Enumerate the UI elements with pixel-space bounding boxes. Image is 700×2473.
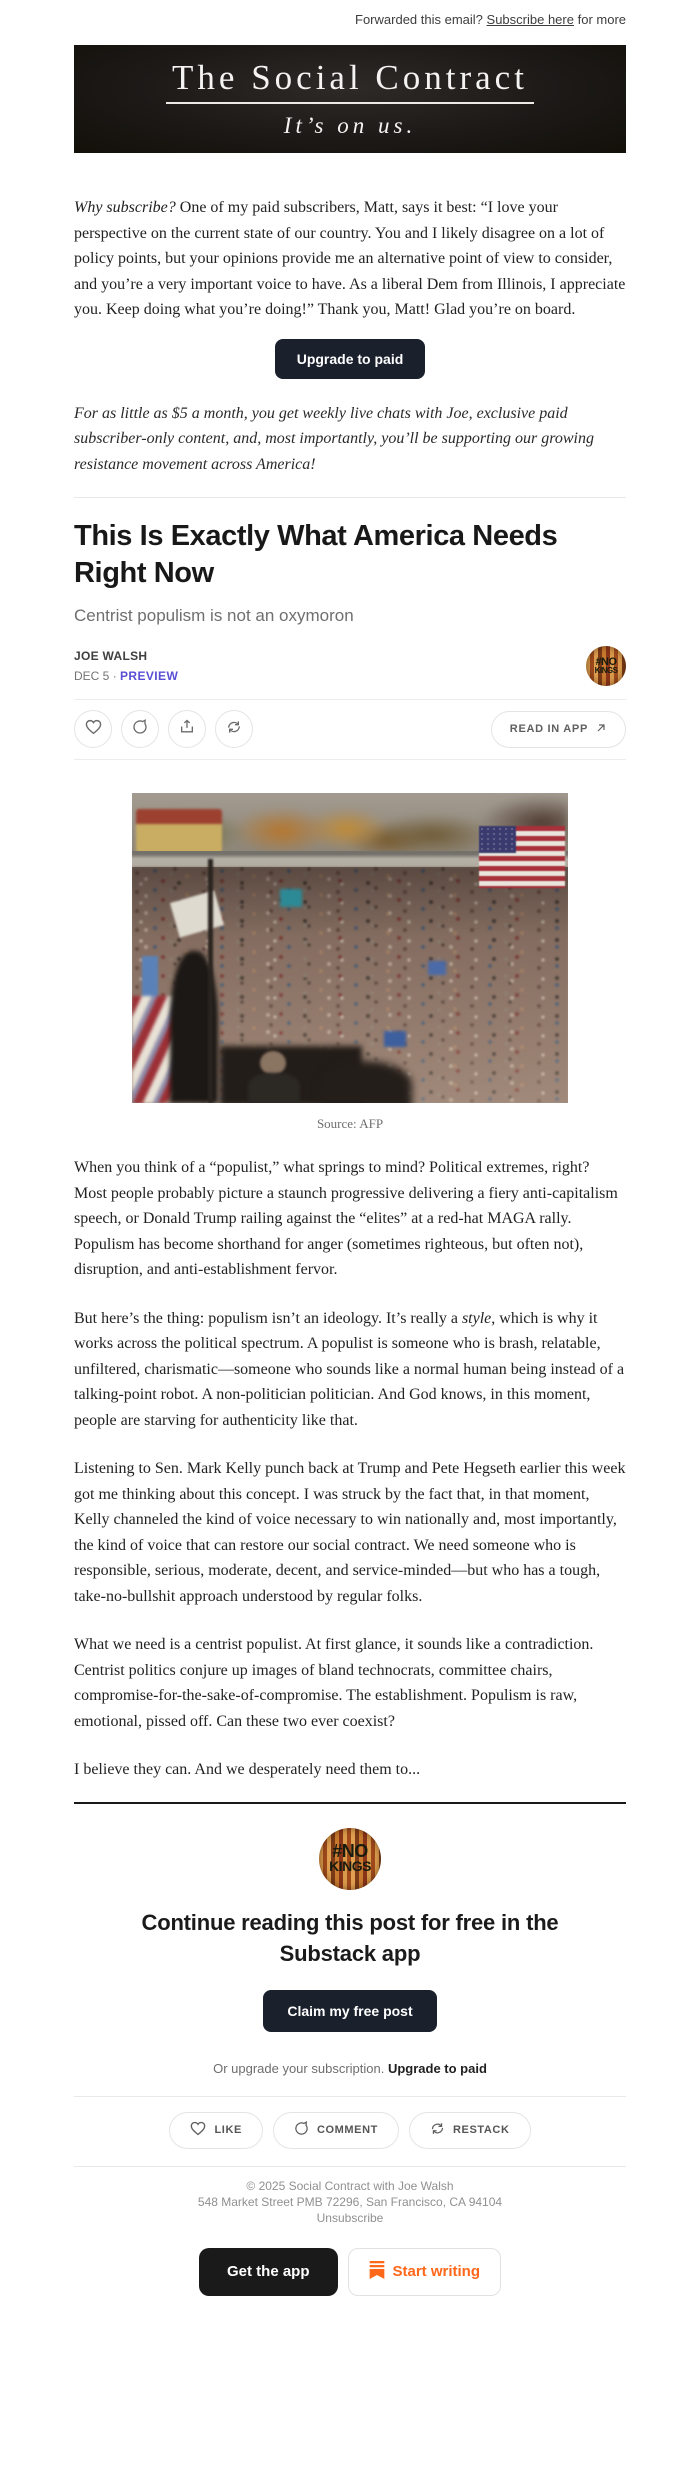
photo-dark-blob xyxy=(320,1061,412,1103)
photo-teal-sign xyxy=(280,889,302,907)
body-paragraph-2 xyxy=(74,1306,626,1434)
body-paragraph-5: I believe they can. And we desperately need them to... xyxy=(74,1761,421,1778)
comment-pill-button[interactable] xyxy=(273,2112,399,2149)
restack-button[interactable] xyxy=(215,710,253,748)
divider xyxy=(74,759,626,760)
byline-row xyxy=(74,644,626,688)
photo-us-flag xyxy=(479,826,565,888)
like-button[interactable] xyxy=(74,710,112,748)
comment-label: COMMENT xyxy=(316,2124,378,2136)
like-pill-button[interactable] xyxy=(169,2112,262,2149)
publication-tagline: It’s on us. xyxy=(283,112,417,138)
p2-italic: style xyxy=(461,1309,492,1327)
photo-man-head xyxy=(260,1051,286,1075)
logo-line1: #NO xyxy=(332,1841,368,1862)
photo-blue-sign xyxy=(142,956,158,1000)
comment-icon xyxy=(294,2121,309,2139)
comment-icon xyxy=(132,719,148,740)
p2-before: But here’s the thing: populism isn’t an ideology. It’s really a xyxy=(74,1309,462,1327)
avatar[interactable] xyxy=(586,646,626,686)
forwarded-text: Forwarded this email? xyxy=(355,12,483,27)
restack-icon xyxy=(430,2121,445,2139)
post-subtitle: Centrist populism is not an oxymoron xyxy=(74,606,354,625)
post-date: DEC 5 xyxy=(74,669,110,683)
footer-copyright: © 2025 Social Contract with Joe Walsh xyxy=(246,2178,454,2193)
byline-info xyxy=(74,649,178,683)
substack-logo-icon xyxy=(369,2261,385,2283)
photo-man-body xyxy=(248,1073,300,1103)
post-title[interactable]: This Is Exactly What America Needs Right Now xyxy=(74,520,558,589)
heart-icon xyxy=(85,719,102,740)
forwarded-header xyxy=(74,0,626,27)
unsubscribe-link[interactable]: Unsubscribe xyxy=(316,2210,384,2225)
share-icon xyxy=(179,718,195,740)
heart-icon xyxy=(190,2121,206,2139)
like-label: LIKE xyxy=(214,2124,242,2136)
author-name[interactable]: JOE WALSH xyxy=(74,649,148,663)
claim-free-post-button[interactable]: Claim my free post xyxy=(263,1990,436,2032)
share-button[interactable] xyxy=(168,710,206,748)
or-upgrade-text: Or upgrade your subscription. xyxy=(213,2060,388,2076)
divider xyxy=(74,2166,626,2167)
footer xyxy=(74,2178,626,2226)
email-content xyxy=(74,0,626,2296)
arrow-up-right-icon xyxy=(595,722,607,737)
forwarded-suffix: for more xyxy=(573,12,626,27)
start-writing-label: Start writing xyxy=(392,2263,481,2280)
get-the-app-button[interactable]: Get the app xyxy=(199,2248,338,2296)
or-upgrade-line xyxy=(74,2061,626,2076)
photo-building xyxy=(136,809,222,853)
restack-pill-button[interactable] xyxy=(409,2112,531,2149)
photo-blue-sign xyxy=(428,961,446,975)
store-buttons-row xyxy=(74,2248,626,2296)
footer-address: 548 Market Street PMB 72296, San Francisco, CA 94104 xyxy=(197,2194,503,2209)
avatar-logo-line1: #NO xyxy=(595,655,617,668)
bottom-actions-row xyxy=(74,2112,626,2149)
intro-lead: Why subscribe? xyxy=(74,199,176,216)
comment-button[interactable] xyxy=(121,710,159,748)
avatar-logo-line2: KINGS xyxy=(594,666,618,676)
meta-separator: · xyxy=(112,669,117,683)
body-paragraph-4: What we need is a centrist populist. At first glance, it sounds like a contradiction. Centrist politics conjure up images of bland technocrats, committee chairs, compromise-for-the-sake-of-compromise. The establishment. Populism is raw, emotional, pissed off. Can these two ever coexist? xyxy=(74,1636,594,1730)
body-paragraph-3: Listening to Sen. Mark Kelly punch back at Trump and Pete Hegseth earlier this week got me thinking about this concept. I was struck by the fact that, in that moment, Kelly channeled the kind of voice necessary to win nationally and, most importantly, the kind of voice that can restore our social contract. We need someone who is responsible, serious, moderate, decent, and service-minded—but who has a tough, take-no-bullshit approach understood by regular folks. xyxy=(74,1460,626,1605)
upgrade-to-paid-button[interactable]: Upgrade to paid xyxy=(275,339,426,379)
article-photo xyxy=(132,793,568,1103)
publication-banner[interactable] xyxy=(74,45,626,153)
logo-line2: KINGS xyxy=(329,1858,371,1875)
upgrade-to-paid-link[interactable]: Upgrade to paid xyxy=(387,2060,487,2076)
start-writing-button[interactable] xyxy=(348,2248,502,2296)
divider xyxy=(74,497,626,498)
paywall-rule xyxy=(74,1802,626,1804)
paywall-heading: Continue reading this post for free in the Substack app xyxy=(141,1909,559,1966)
restack-icon xyxy=(226,719,242,740)
byline-meta xyxy=(74,669,178,683)
restack-label: RESTACK xyxy=(452,2124,510,2136)
body-paragraph-1: When you think of a “populist,” what springs to mind? Political extremes, right? Most people probably picture a staunch progressive delivering a fiery anti-capitalism speech, or Donald Trump railing against the “elites” at a red-hat MAGA rally. Populism has become shorthand for anger (sometimes righteous, but often not), disruption, and anti-establishment fervor. xyxy=(74,1159,618,1278)
intro-text: One of my paid subscribers, Matt, says it best: “I love your perspective on the current state of our country. You and I likely disagree on a lot of policy points, but your opinions provide me an alternative point of view to consider, and you’re a very important voice to have. As a liberal Dem from Illinois, I appreciate you. Keep doing what you’re doing!” Thank you, Matt! Glad you’re on board. xyxy=(74,199,626,318)
divider xyxy=(74,699,626,700)
read-in-app-button[interactable] xyxy=(491,711,626,748)
photo-blue-sign xyxy=(384,1031,406,1047)
photo-pole xyxy=(208,859,213,1103)
post-actions-row xyxy=(74,710,626,748)
photo-flag-canton xyxy=(479,826,516,853)
photo-wrap xyxy=(74,793,626,1103)
publication-logo[interactable] xyxy=(319,1828,381,1890)
p2-after: , which is why it works across the political spectrum. A populist is someone who is brash, relatable, unfiltered, charismatic—someone who sounds like a normal human being instead of a talking-point robot. A non-politician politician. And God knows, in this moment, people are starving for authenticity like that. xyxy=(74,1309,625,1429)
pitch-paragraph: For as little as $5 a month, you get weekly live chats with Joe, exclusive paid subscriber-only content, and, most importantly, you’ll be supporting our growing resistance movement across America! xyxy=(74,404,594,473)
subscribe-here-link[interactable]: Subscribe here xyxy=(486,12,574,27)
preview-badge[interactable]: PREVIEW xyxy=(120,669,179,683)
read-in-app-label: READ IN APP xyxy=(509,723,588,735)
photo-caption: Source: AFP xyxy=(316,1116,384,1131)
publication-title: The Social Contract xyxy=(166,60,534,104)
divider xyxy=(74,2096,626,2097)
intro-paragraph xyxy=(74,195,626,323)
